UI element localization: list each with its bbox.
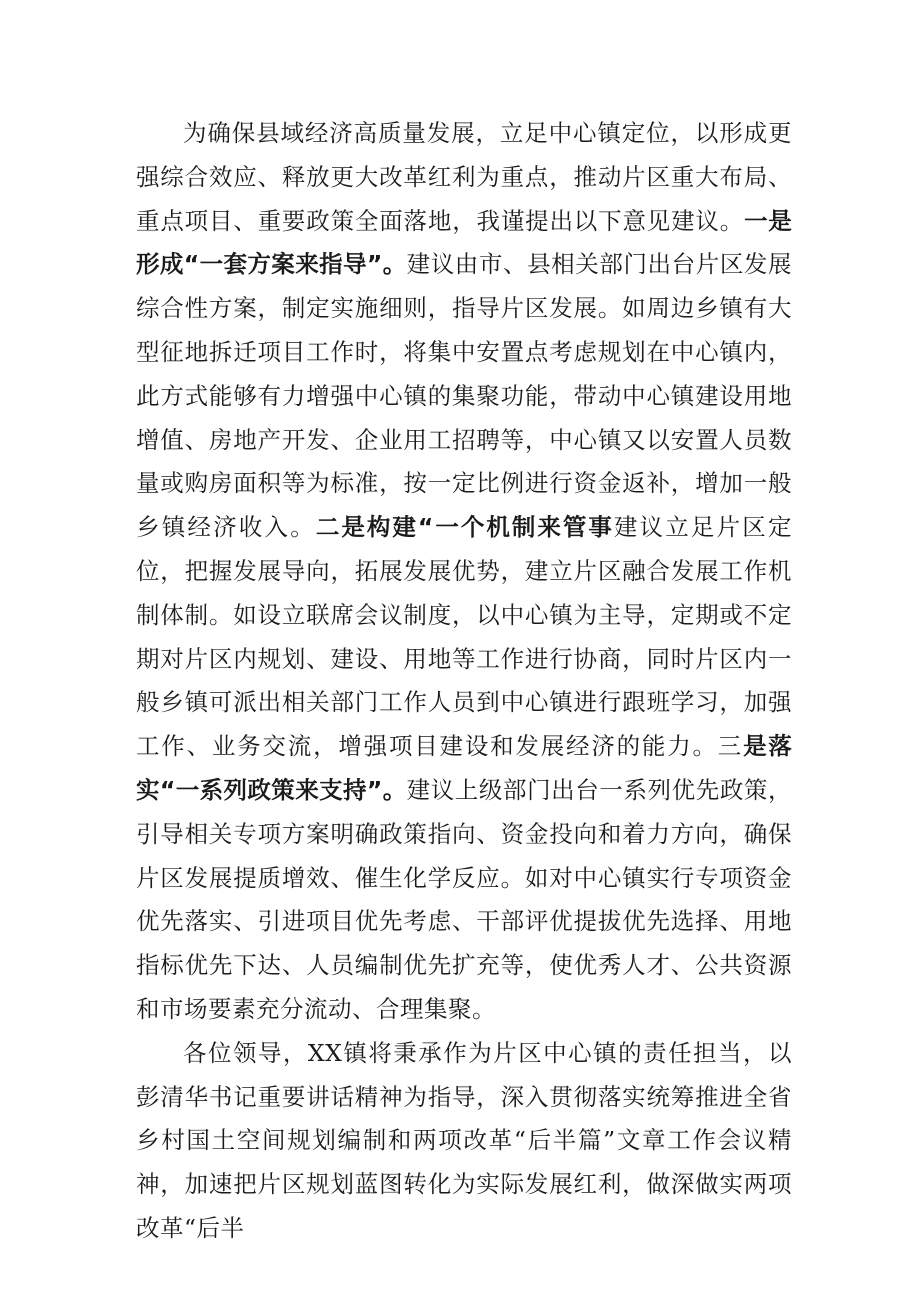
document-body (136, 112, 792, 1251)
proposal-one-heading: 一是形成“一套方案来指导”。 (136, 206, 793, 279)
proposal-two-body: 建议立足片区定位，把握发展导向，拓展发展优势，建立片区融合发展工作机制体制。如设立联席会议制度，以中心镇为主导，定期或不定期对片区内规划、建设、用地等工作进行协商，同时片区内一般乡镇可派出相关部门工作人员到中心镇进行跟班学习，加强工作、业务交流，增强项目建设和发展经济的能力。三 (136, 513, 793, 761)
proposal-three-body: 建议上级部门出台一系列优先政策，引导相关专项方案明确政策指向、资金投向和着力方向，确保片区发展提质增效、催生化学反应。如对中心镇实行专项资金优先落实、引进项目优先考虑、干部评优提拔优先选择、用地指标优先下达、人员编制优先扩充等，使优秀人才、公共资源和市场要素充分流动、合理集聚。 (136, 775, 792, 1023)
proposal-one-body: 建议由市、县相关部门出台片区发展综合性方案，制定实施细则，指导片区发展。如周边乡镇有大型征地拆迁项目工作时，将集中安置点考虑规划在中心镇内，此方式能够有力增强中心镇的集聚功能，带动中心镇建设用地增值、房地产开发、企业用工招聘等，中心镇又以安置人员数量或购房面积等为标准，按一定比例进行资金返补，增加一般乡镇经济收入。 (136, 250, 792, 542)
proposal-three-heading: 是落实“一系列政策来支持”。 (136, 732, 793, 804)
paragraph-proposals (136, 112, 792, 1032)
proposal-intro: 为确保县域经济高质量发展，立足中心镇定位，以形成更强综合效应、释放更大改革红利为重点，推动片区重大布局、重点项目、重要政策全面落地，我谨提出以下意见建议。 (136, 119, 792, 235)
paragraph-closing (136, 1032, 792, 1251)
proposal-two-heading: 二是构建“一个机制来管事 (315, 513, 614, 542)
closing-text: 各位领导，XX镇将秉承作为片区中心镇的责任担当，以彭清华书记重要讲话精神为指导，深入贯彻落实统筹推进全省乡村国土空间规划编制和两项改革“后半篇”文章工作会议精神，加速把片区规划蓝图转化为实际发展红利，做深做实两项改革“后半 (136, 1038, 792, 1242)
